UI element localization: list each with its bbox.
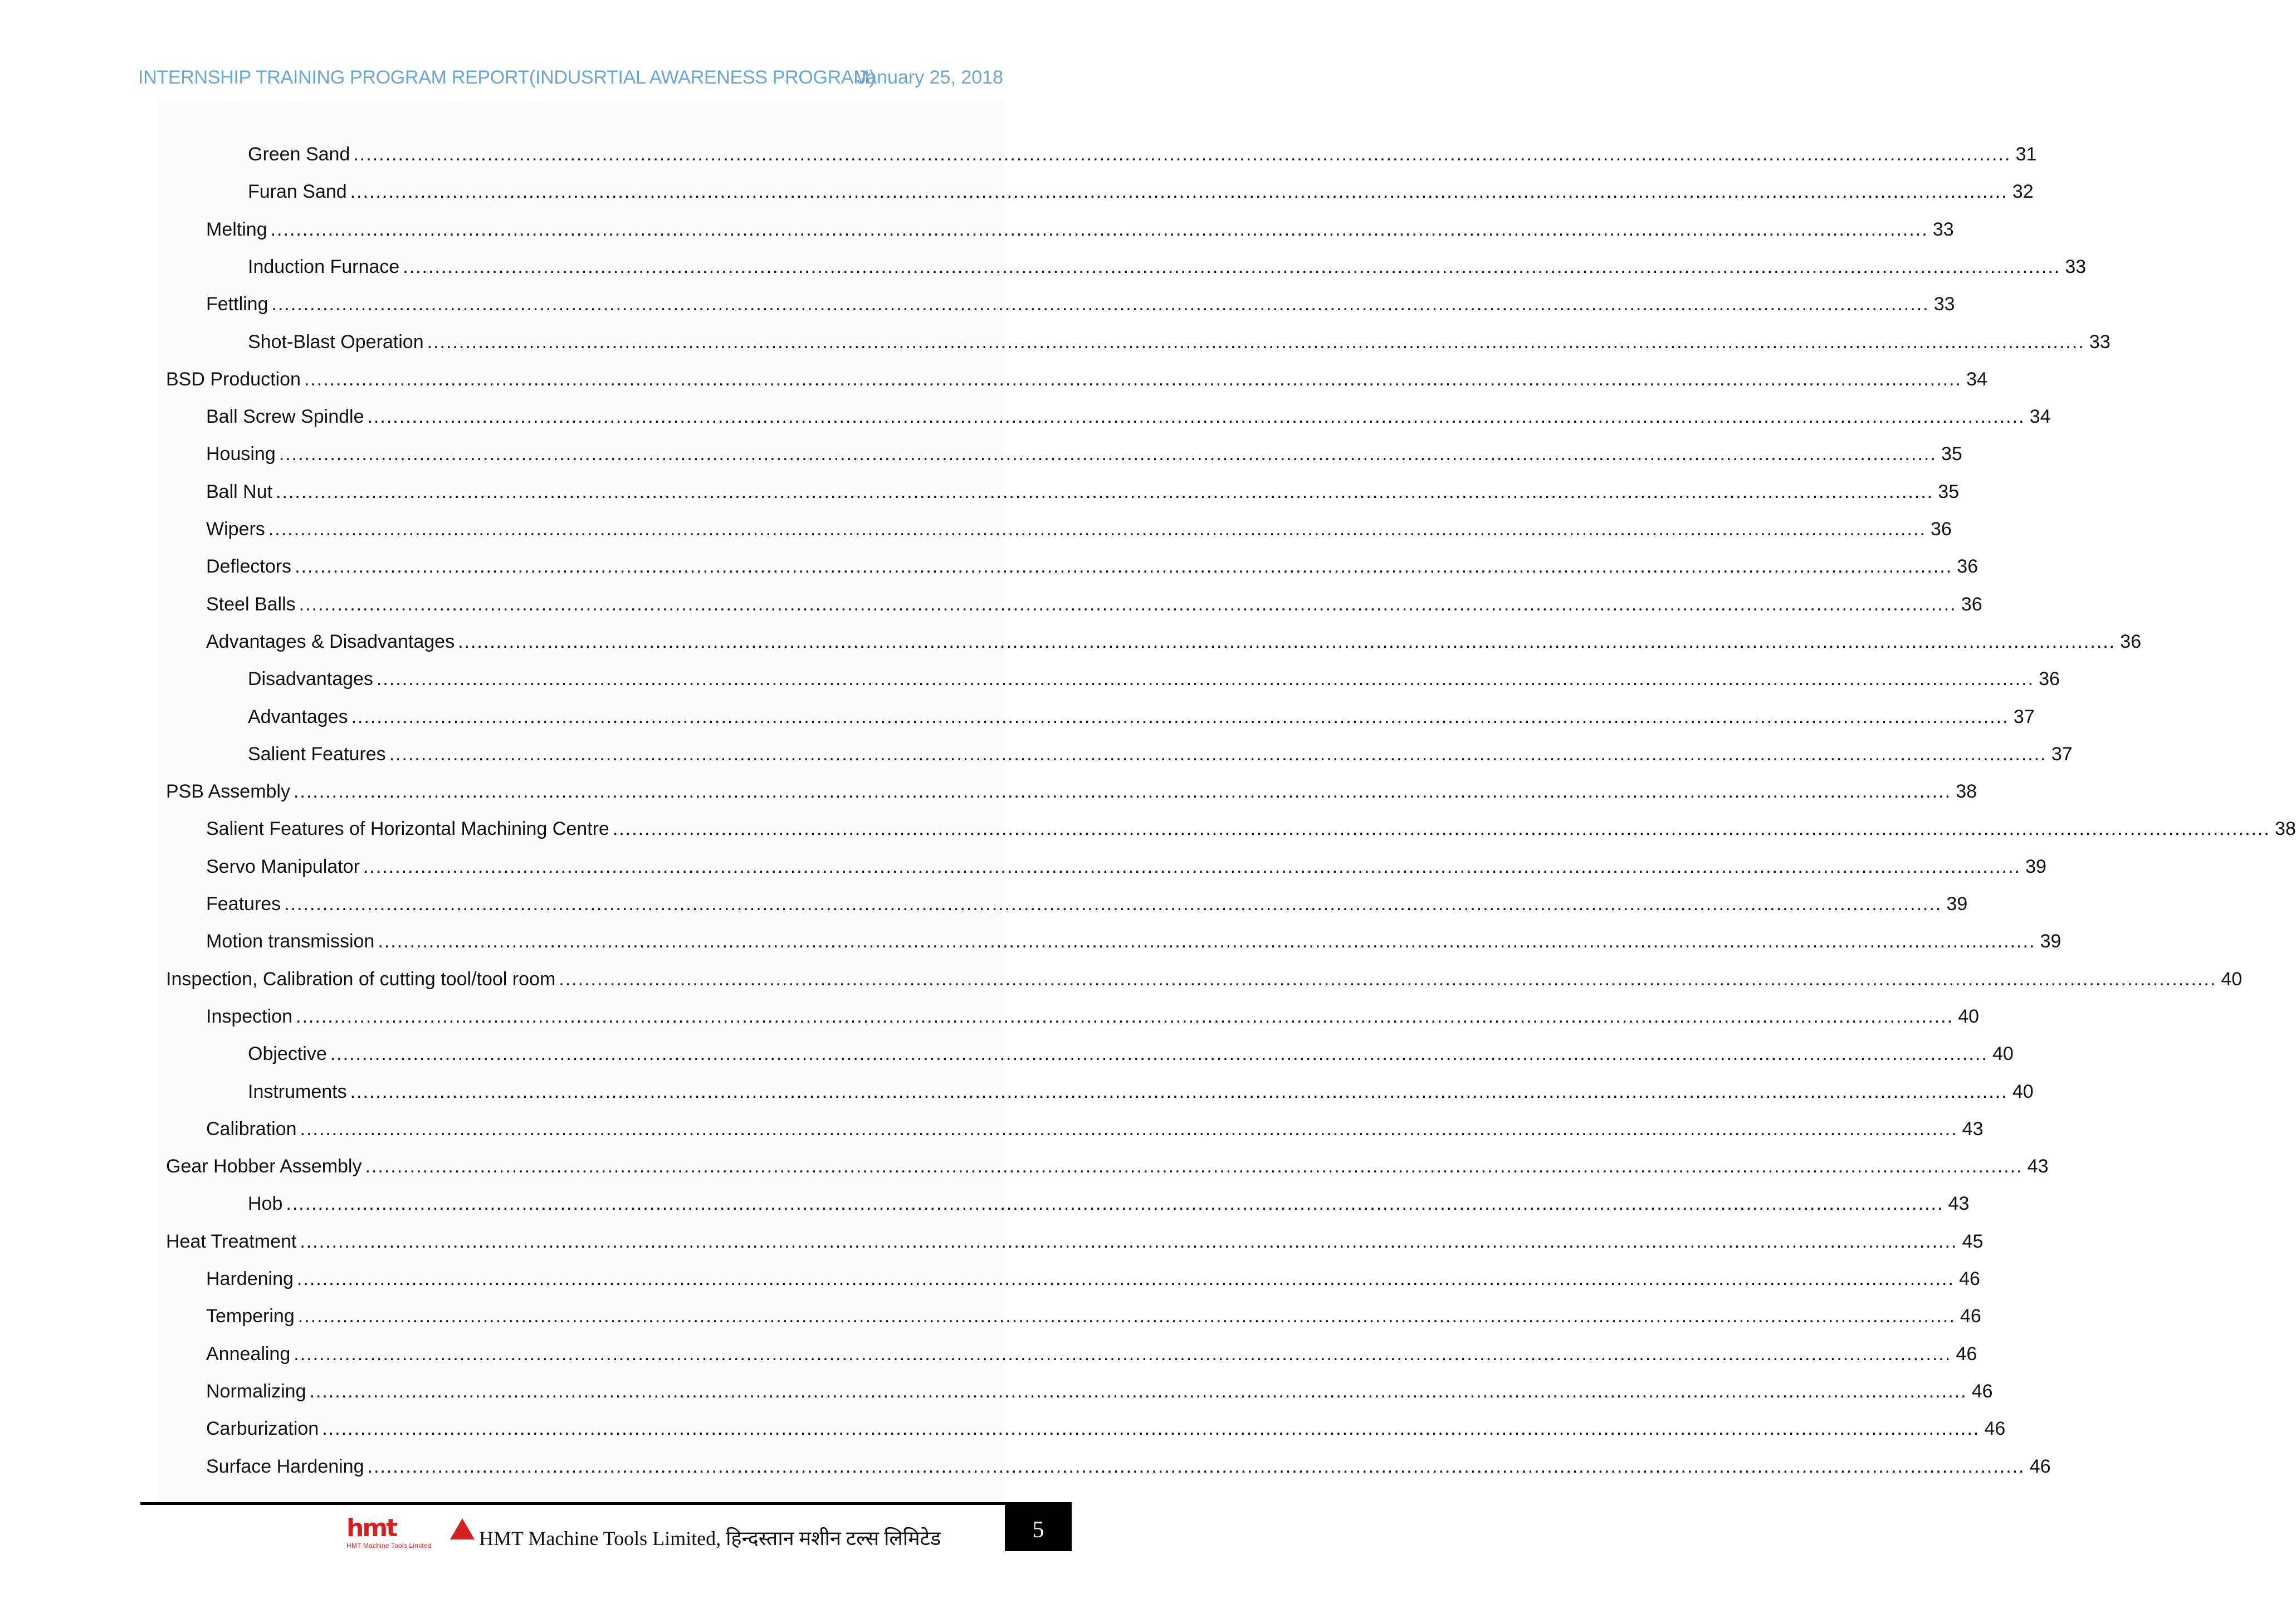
toc-entry-page: 34 — [1966, 369, 1987, 390]
toc-entry-label: Furan Sand — [248, 181, 347, 202]
toc-entry-label: Surface Hardening — [206, 1456, 364, 1477]
toc-entry-label: Annealing — [206, 1343, 291, 1365]
toc-entry-label: Heat Treatment — [166, 1231, 297, 1252]
toc-entry[interactable] — [206, 886, 1968, 915]
toc-entry-label: Disadvantages — [248, 668, 373, 690]
toc-entry[interactable] — [206, 212, 1954, 241]
toc-entry-label: Instruments — [248, 1081, 347, 1102]
toc-dot-leader: .................................................................................................................................................................................................................................................................... — [351, 706, 2009, 727]
toc-entry-page: 46 — [1971, 1381, 1993, 1402]
toc-entry-page: 33 — [1933, 294, 1955, 315]
header-title: INTERNSHIP TRAINING PROGRAM REPORT(INDUSRTIAL AWARENESS PROGRAM) — [138, 67, 876, 88]
toc-entry[interactable] — [206, 436, 1962, 465]
toc-entry-page: 36 — [1961, 594, 1982, 615]
toc-dot-leader: .................................................................................................................................................................................................................................................................... — [293, 781, 1952, 802]
toc-dot-leader: .................................................................................................................................................................................................................................................................... — [365, 1156, 2023, 1177]
toc-entry-page: 37 — [2013, 706, 2035, 727]
toc-entry[interactable] — [206, 1449, 2051, 1478]
logo-triangle-icon — [450, 1518, 475, 1539]
toc-entry-page: 37 — [2051, 744, 2073, 765]
toc-entry[interactable] — [206, 1261, 1980, 1290]
toc-dot-leader: .................................................................................................................................................................................................................................................................... — [300, 1118, 1958, 1140]
toc-dot-leader: .................................................................................................................................................................................................................................................................... — [309, 1381, 1967, 1402]
toc-entry-label: Salient Features of Horizontal Machining Centre — [206, 818, 609, 839]
toc-entry[interactable] — [206, 549, 1979, 578]
toc-entry-label: Features — [206, 893, 281, 915]
toc-entry-label: Hob — [248, 1193, 283, 1214]
toc-entry-label: Servo Manipulator — [206, 856, 360, 877]
toc-dot-leader: .................................................................................................................................................................................................................................................................... — [330, 1043, 1988, 1064]
toc-entry-page: 32 — [2012, 181, 2034, 202]
toc-entry[interactable] — [248, 661, 2060, 690]
toc-entry[interactable] — [206, 399, 2051, 428]
toc-entry-page: 40 — [2221, 969, 2243, 990]
toc-entry-label: Gear Hobber Assembly — [166, 1156, 362, 1177]
toc-entry-page: 40 — [1992, 1043, 2014, 1064]
toc-entry-page: 38 — [1956, 781, 1977, 802]
toc-entry[interactable] — [206, 999, 1980, 1028]
toc-entry[interactable] — [206, 586, 1982, 615]
toc-entry-page: 46 — [1960, 1306, 1981, 1327]
toc-dot-leader: .................................................................................................................................................................................................................................................................... — [279, 443, 1937, 465]
toc-dot-leader: .................................................................................................................................................................................................................................................................... — [271, 294, 1929, 315]
toc-dot-leader: .................................................................................................................................................................................................................................................................... — [427, 331, 2085, 353]
toc-entry-label: Advantages — [248, 706, 348, 727]
toc-entry-label: Calibration — [206, 1118, 297, 1140]
page-number-box — [1005, 1502, 1072, 1551]
toc-entry-page: 36 — [1931, 519, 1952, 540]
footer-company-name: HMT Machine Tools Limited, हिन्दस्तान मशीन टल्स लिमिटेड — [479, 1527, 941, 1550]
toc-entry-page: 39 — [2040, 931, 2061, 952]
toc-entry[interactable] — [206, 811, 2296, 840]
toc-entry[interactable] — [166, 774, 1977, 803]
toc-entry[interactable] — [166, 961, 2243, 990]
toc-entry[interactable] — [206, 849, 2046, 878]
toc-entry[interactable] — [206, 1336, 1977, 1365]
toc-entry-page: 38 — [2275, 818, 2296, 839]
logo-subtext: HMT Machine Tools Limited — [346, 1542, 432, 1550]
toc-entry-page: 46 — [1956, 1343, 1977, 1365]
toc-entry[interactable] — [206, 1111, 1984, 1140]
toc-entry-page: 46 — [1984, 1418, 2006, 1439]
toc-entry-page: 40 — [2012, 1081, 2034, 1102]
toc-entry[interactable] — [206, 923, 2061, 952]
toc-dot-leader: .................................................................................................................................................................................................................................................................... — [294, 1343, 1952, 1365]
toc-entry-label: Hardening — [206, 1268, 294, 1289]
toc-entry[interactable] — [206, 1411, 2006, 1440]
toc-dot-leader: .................................................................................................................................................................................................................................................................... — [299, 594, 1957, 615]
logo-wordmark: hmt — [346, 1514, 397, 1542]
toc-entry[interactable] — [206, 511, 1952, 540]
toc-entry-page: 33 — [2089, 331, 2111, 353]
toc-entry-page: 39 — [2025, 856, 2046, 877]
toc-dot-leader: .................................................................................................................................................................................................................................................................... — [286, 1193, 1944, 1214]
toc-entry-label: Shot-Blast Operation — [248, 331, 424, 353]
toc-entry-page: 43 — [2027, 1156, 2049, 1177]
toc-entry[interactable] — [166, 1148, 2049, 1177]
toc-entry-label: Advantages & Disadvantages — [206, 631, 455, 652]
toc-dot-leader: .................................................................................................................................................................................................................................................................... — [268, 519, 1926, 540]
toc-entry-label: Fettling — [206, 294, 268, 315]
toc-entry-page: 40 — [1958, 1006, 1980, 1027]
toc-entry-page: 31 — [2015, 144, 2037, 165]
toc-dot-leader: .................................................................................................................................................................................................................................................................... — [559, 969, 2217, 990]
toc-dot-leader: .................................................................................................................................................................................................................................................................... — [297, 1306, 1956, 1327]
toc-entry-page: 36 — [1957, 556, 1979, 577]
toc-entry-label: Salient Features — [248, 744, 386, 765]
toc-entry-label: Steel Balls — [206, 594, 296, 615]
toc-entry[interactable] — [206, 474, 1960, 503]
toc-entry[interactable] — [248, 1074, 2034, 1103]
toc-dot-leader: .................................................................................................................................................................................................................................................................... — [363, 856, 2021, 877]
toc-entry-page: 43 — [1962, 1118, 1984, 1140]
toc-dot-leader: .................................................................................................................................................................................................................................................................... — [276, 481, 1934, 502]
toc-entry-page: 33 — [1932, 219, 1954, 240]
toc-entry-label: Inspection — [206, 1006, 292, 1027]
toc-dot-leader: .................................................................................................................................................................................................................................................................... — [270, 219, 1928, 240]
toc-entry[interactable] — [166, 1224, 1984, 1253]
toc-entry[interactable] — [248, 1186, 1970, 1215]
toc-dot-leader: .................................................................................................................................................................................................................................................................... — [367, 1456, 2025, 1477]
toc-entry-label: Normalizing — [206, 1381, 306, 1402]
toc-entry-page: 35 — [1938, 481, 1960, 502]
toc-entry[interactable] — [248, 136, 2037, 165]
toc-entry-page: 35 — [1941, 443, 1962, 465]
toc-entry-page: 39 — [1946, 893, 1968, 915]
toc-dot-leader: .................................................................................................................................................................................................................................................................... — [300, 1231, 1958, 1252]
toc-entry-label: Carburization — [206, 1418, 319, 1439]
toc-dot-leader: .................................................................................................................................................................................................................................................................... — [350, 181, 2008, 202]
toc-dot-leader: .................................................................................................................................................................................................................................................................... — [304, 369, 1962, 390]
toc-entry-label: Tempering — [206, 1306, 295, 1327]
header-date: January 25, 2018 — [857, 67, 1003, 88]
toc-entry-page: 36 — [2039, 668, 2060, 690]
toc-dot-leader: .................................................................................................................................................................................................................................................................... — [458, 631, 2116, 652]
toc-entry-page: 36 — [2120, 631, 2142, 652]
toc-entry[interactable] — [166, 361, 1987, 390]
hmt-logo — [346, 1516, 476, 1550]
toc-entry[interactable] — [206, 1298, 1981, 1327]
toc-dot-leader: .................................................................................................................................................................................................................................................................... — [612, 818, 2270, 839]
toc-dot-leader: .................................................................................................................................................................................................................................................................... — [376, 668, 2034, 690]
toc-dot-leader: .................................................................................................................................................................................................................................................................... — [389, 744, 2047, 765]
toc-entry-page: 46 — [1959, 1268, 1980, 1289]
toc-entry-page: 46 — [2029, 1456, 2051, 1477]
toc-dot-leader: .................................................................................................................................................................................................................................................................... — [295, 556, 1953, 577]
toc-entry[interactable] — [248, 699, 2035, 728]
footer-brand — [346, 1516, 941, 1550]
toc-dot-leader: .................................................................................................................................................................................................................................................................... — [367, 406, 2025, 427]
toc-entry-page: 45 — [1962, 1231, 1984, 1252]
toc-entry-label: BSD Production — [166, 369, 301, 390]
toc-entry[interactable] — [206, 1374, 1993, 1402]
toc-entry[interactable] — [248, 174, 2034, 203]
toc-entry[interactable] — [248, 736, 2073, 765]
toc-entry[interactable] — [248, 324, 2111, 353]
toc-entry-label: Ball Screw Spindle — [206, 406, 364, 427]
toc-entry-page: 33 — [2065, 256, 2087, 277]
toc-dot-leader: .................................................................................................................................................................................................................................................................... — [350, 1081, 2008, 1102]
toc-entry-label: PSB Assembly — [166, 781, 290, 802]
toc-entry-label: Inspection, Calibration of cutting tool/tool room — [166, 969, 556, 990]
toc-entry-label: Motion transmission — [206, 931, 375, 952]
toc-entry-label: Wipers — [206, 519, 265, 540]
toc-entry[interactable] — [206, 286, 1955, 315]
toc-entry-label: Green Sand — [248, 144, 350, 165]
toc-entry-label: Ball Nut — [206, 481, 273, 502]
toc-entry-label: Deflectors — [206, 556, 292, 577]
toc-entry-label: Melting — [206, 219, 267, 240]
footer-rule — [140, 1502, 1005, 1505]
toc-entry[interactable] — [248, 249, 2087, 278]
toc-entry-label: Housing — [206, 443, 276, 465]
toc-dot-leader: .................................................................................................................................................................................................................................................................... — [284, 893, 1942, 915]
toc-dot-leader: .................................................................................................................................................................................................................................................................... — [322, 1418, 1980, 1439]
toc-dot-leader: .................................................................................................................................................................................................................................................................... — [403, 256, 2061, 277]
toc-entry-label: Induction Furnace — [248, 256, 400, 277]
toc-entry[interactable] — [248, 1036, 2014, 1065]
page-number: 5 — [1032, 1517, 1044, 1543]
toc-dot-leader: .................................................................................................................................................................................................................................................................... — [296, 1006, 1954, 1027]
toc-entry-label: Objective — [248, 1043, 327, 1064]
toc-entry-page: 34 — [2029, 406, 2051, 427]
toc-dot-leader: .................................................................................................................................................................................................................................................................... — [296, 1268, 1955, 1289]
toc-entry-page: 43 — [1948, 1193, 1970, 1214]
toc-dot-leader: .................................................................................................................................................................................................................................................................... — [378, 931, 2036, 952]
toc-dot-leader: .................................................................................................................................................................................................................................................................... — [353, 144, 2011, 165]
toc-entry[interactable] — [206, 624, 2142, 653]
